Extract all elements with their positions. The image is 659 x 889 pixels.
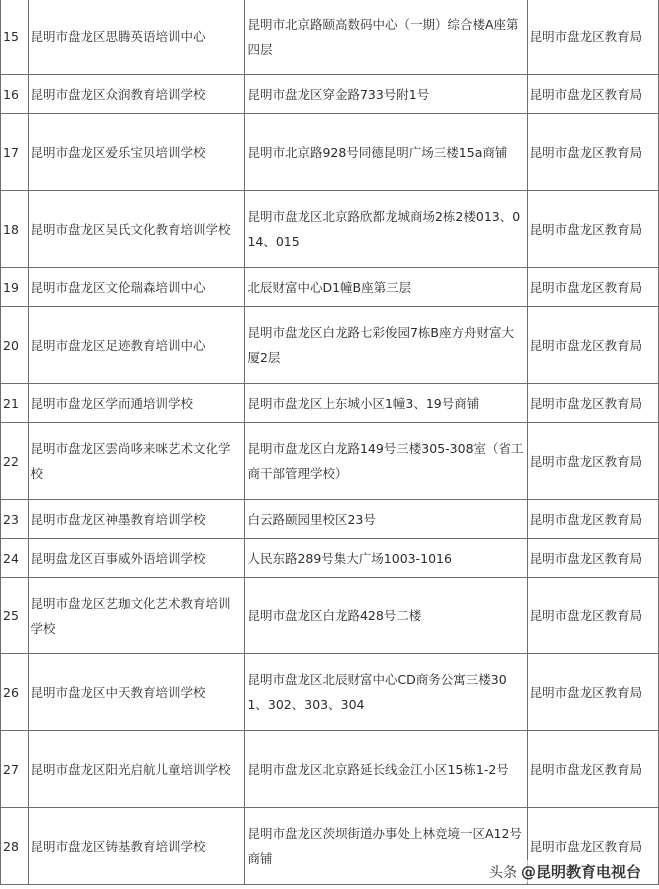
row-number: 16 [1, 75, 29, 114]
institution-address: 昆明市北京路928号同德昆明广场三楼15a商铺 [245, 114, 527, 191]
row-number: 18 [1, 191, 29, 268]
institution-address: 昆明市盘龙区上东城小区1幢3、19号商铺 [245, 384, 527, 423]
table-row [1, 114, 659, 191]
approving-authority: 昆明市盘龙区教育局 [527, 808, 658, 885]
source-watermark [485, 860, 645, 883]
institution-name: 昆明市盘龙区神墨教育培训学校 [28, 500, 245, 539]
institution-name: 昆明市盘龙区吴氏文化教育培训学校 [28, 191, 245, 268]
approving-authority: 昆明市盘龙区教育局 [527, 0, 658, 75]
watermark-prefix: 头条 [488, 864, 517, 881]
institution-address: 昆明市盘龙区北京路延长线金江小区15栋1-2号 [245, 731, 527, 808]
table-row [1, 731, 659, 808]
row-number: 20 [1, 307, 29, 384]
institution-name: 昆明市盘龙区众润教育培训学校 [28, 75, 245, 114]
row-number: 22 [1, 423, 29, 500]
approving-authority: 昆明市盘龙区教育局 [527, 114, 658, 191]
approving-authority: 昆明市盘龙区教育局 [527, 578, 658, 654]
institution-address: 昆明市盘龙区白龙路149号三楼305-308室（省工商干部管理学校） [245, 423, 527, 500]
institution-name: 昆明市盘龙区学而通培训学校 [28, 384, 245, 423]
approving-authority: 昆明市盘龙区教育局 [527, 307, 658, 384]
institution-address: 昆明市盘龙区北京路欣都龙城商场2栋2楼013、014、015 [245, 191, 527, 268]
row-number: 17 [1, 114, 29, 191]
table-row [1, 539, 659, 578]
institution-table-body [1, 0, 659, 885]
row-number: 26 [1, 654, 29, 731]
table-row [1, 423, 659, 500]
institution-name: 昆明盘龙区百事威外语培训学校 [28, 539, 245, 578]
table-row [1, 75, 659, 114]
row-number: 15 [1, 0, 29, 75]
institution-address: 北辰财富中心D1幢B座第三层 [245, 268, 527, 307]
institution-name: 昆明市盘龙区文伦瑞森培训中心 [28, 268, 245, 307]
institution-name: 昆明市盘龙区艺珈文化艺术教育培训学校 [28, 578, 245, 654]
approving-authority: 昆明市盘龙区教育局 [527, 384, 658, 423]
table-row [1, 578, 659, 654]
approving-authority: 昆明市盘龙区教育局 [527, 500, 658, 539]
row-number: 25 [1, 578, 29, 654]
institution-address: 昆明市盘龙区白龙路七彩俊园7栋B座方舟财富大厦2层 [245, 307, 527, 384]
row-number: 23 [1, 500, 29, 539]
approving-authority: 昆明市盘龙区教育局 [527, 268, 658, 307]
institution-name: 昆明市盘龙区中天教育培训学校 [28, 654, 245, 731]
institution-address: 昆明市盘龙区北辰财富中心CD商务公寓三楼301、302、303、304 [245, 654, 527, 731]
institution-name: 昆明市盘龙区思腾英语培训中心 [28, 0, 245, 75]
institution-name: 昆明市盘龙区爱乐宝贝培训学校 [28, 114, 245, 191]
approving-authority: 昆明市盘龙区教育局 [527, 423, 658, 500]
approving-authority: 昆明市盘龙区教育局 [527, 75, 658, 114]
table-row [1, 307, 659, 384]
institution-address: 昆明市盘龙区白龙路428号二楼 [245, 578, 527, 654]
institution-name: 昆明市盘龙区铸基教育培训学校 [28, 808, 245, 885]
approving-authority: 昆明市盘龙区教育局 [527, 654, 658, 731]
row-number: 24 [1, 539, 29, 578]
table-row [1, 268, 659, 307]
approving-authority: 昆明市盘龙区教育局 [527, 539, 658, 578]
institution-address: 昆明市盘龙区穿金路733号附1号 [245, 75, 527, 114]
institution-name: 昆明市盘龙区足迹教育培训中心 [28, 307, 245, 384]
watermark-brand: @昆明教育电视台 [520, 863, 641, 881]
institution-name: 昆明市盘龙区阳光启航儿童培训学校 [28, 731, 245, 808]
row-number: 19 [1, 268, 29, 307]
institution-address: 人民东路289号集大广场1003-1016 [245, 539, 527, 578]
approving-authority: 昆明市盘龙区教育局 [527, 731, 658, 808]
table-row [1, 384, 659, 423]
table-row [1, 500, 659, 539]
approving-authority: 昆明市盘龙区教育局 [527, 191, 658, 268]
row-number: 28 [1, 808, 29, 885]
institution-name: 昆明市盘龙区雲尚哆来咪艺术文化学校 [28, 423, 245, 500]
table-row [1, 654, 659, 731]
row-number: 27 [1, 731, 29, 808]
table-row [1, 0, 659, 75]
table-row [1, 191, 659, 268]
institution-address: 昆明市北京路颐高数码中心（一期）综合楼A座第四层 [245, 0, 527, 75]
row-number: 21 [1, 384, 29, 423]
institution-address: 昆明市盘龙区茨坝街道办事处上林竞境一区A12号商铺 [245, 808, 527, 885]
institution-address: 白云路颐园里校区23号 [245, 500, 527, 539]
